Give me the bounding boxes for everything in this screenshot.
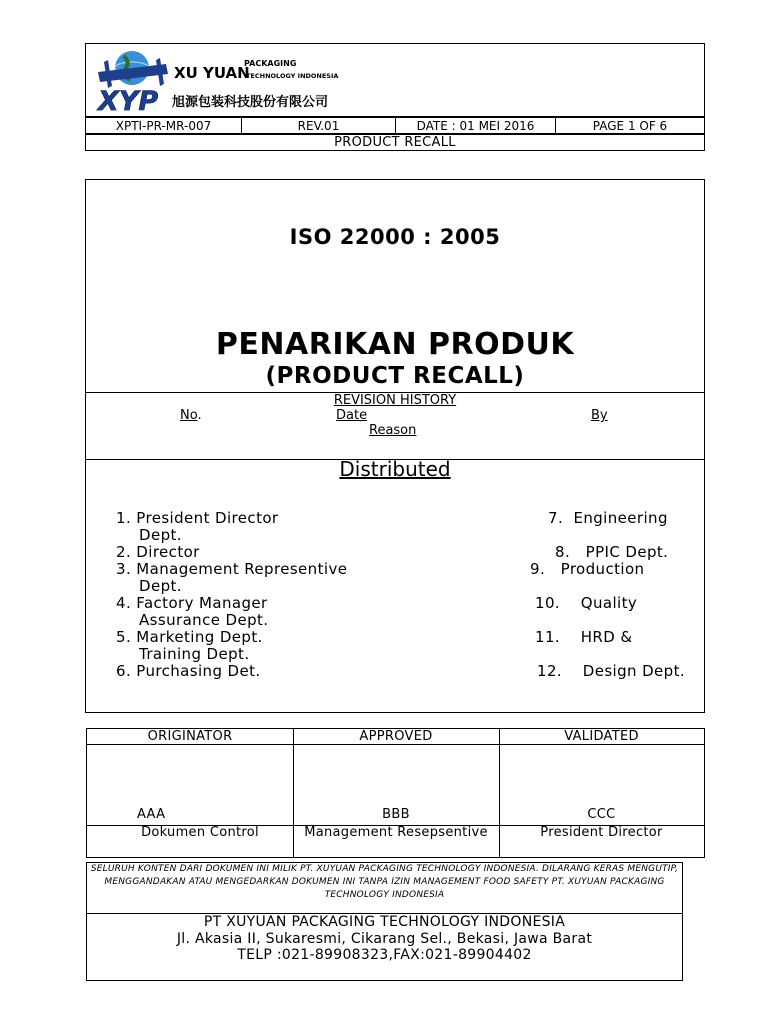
signature-table [86, 728, 705, 858]
confidentiality-notice-box [86, 862, 683, 914]
footer-company: PT XUYUAN PACKAGING TECHNOLOGY INDONESIA [203, 914, 566, 930]
page-subtitle: (PRODUCT RECALL) [265, 363, 525, 389]
logo-letters: XYP [98, 86, 159, 117]
list-item: 5. Marketing Dept. [116, 628, 263, 646]
list-item: 9. Production [530, 560, 645, 578]
revision-history-heading: REVISION HISTORY [333, 393, 457, 408]
sig-position-approved: Management Resepsentive [304, 825, 488, 840]
company-logo [94, 46, 339, 117]
company-address-box [86, 913, 683, 981]
distribution-heading: Distributed [339, 457, 451, 481]
doc-page: PAGE 1 OF 6 [592, 119, 668, 133]
sig-signer-originator: AAA [137, 807, 166, 822]
list-item-wrap: Dept. [139, 526, 182, 544]
sig-role-validated: VALIDATED [564, 729, 639, 744]
doc-revision: REV.01 [242, 118, 396, 133]
sig-role-originator: ORIGINATOR [147, 729, 233, 744]
rev-col-date: Date [336, 408, 368, 423]
sig-position-originator: Dokumen Control [141, 825, 259, 840]
list-item: 1. President Director [116, 509, 279, 527]
footer-address: Jl. Akasia II, Sukaresmi, Cikarang Sel., Bekasi, Jawa Barat [176, 931, 593, 947]
list-item: 10. Quality [535, 594, 638, 612]
list-item: 4. Factory Manager [116, 594, 268, 612]
sig-role-approved: APPROVED [359, 729, 433, 744]
list-item-wrap: Dept. [139, 577, 182, 595]
doc-date: DATE : 01 MEI 2016 [396, 118, 556, 133]
logo-sub-top: PACKAGING [244, 59, 297, 68]
page-title: PENARIKAN PRODUK [215, 327, 575, 362]
logo-brand: XU YUAN [174, 64, 250, 82]
list-item: 8. PPIC Dept. [555, 543, 669, 561]
sig-position-validated: President Director [540, 825, 663, 840]
sig-signer-validated: CCC [587, 807, 616, 822]
sig-signer-approved: BBB [382, 807, 410, 822]
list-item: 11. HRD & [535, 628, 633, 646]
document-meta-row [85, 117, 705, 134]
rev-col-no: No [180, 408, 198, 423]
list-item-wrap: Training Dept. [139, 645, 250, 663]
logo-sub-bottom: TECHNOLOGY INDONESIA [246, 72, 339, 80]
company-logo-box [85, 43, 705, 117]
list-item: 7. Engineering [548, 509, 668, 527]
doc-title: PRODUCT RECALL [85, 134, 705, 151]
iso-standard: ISO 22000 : 2005 [289, 225, 501, 249]
confidentiality-notice: SELURUH KONTEN DARI DOKUMEN INI MILIK PT. XUYUAN PACKAGING TECHNOLOGY INDONESIA. DILARANG KERAS MENGUTIP, MENGGANDAKAN ATAU MENGEDARKAN DOKUMEN INI TANPA IZIN MANAGEMENT FOOD SAFETY PT. XUYUAN PACKAGING TECHNOLOGY INDONESIA [90, 864, 679, 900]
list-item: 12. Design Dept. [537, 662, 686, 680]
list-item-wrap: Assurance Dept. [139, 611, 269, 629]
rev-col-by: By [591, 408, 608, 423]
logo-chinese: 旭源包装科技股份有限公司 [172, 95, 329, 110]
rev-col-no-wrap: No. [180, 408, 202, 423]
footer-phone: TELP :021-89908323,FAX:021-89904402 [237, 947, 532, 963]
list-item: 6. Purchasing Det. [116, 662, 261, 680]
list-item: 2. Director [116, 543, 200, 561]
rev-col-reason: Reason [369, 423, 417, 438]
doc-code: XPTI-PR-MR-007 [86, 118, 242, 133]
list-item: 3. Management Representive [116, 560, 348, 578]
